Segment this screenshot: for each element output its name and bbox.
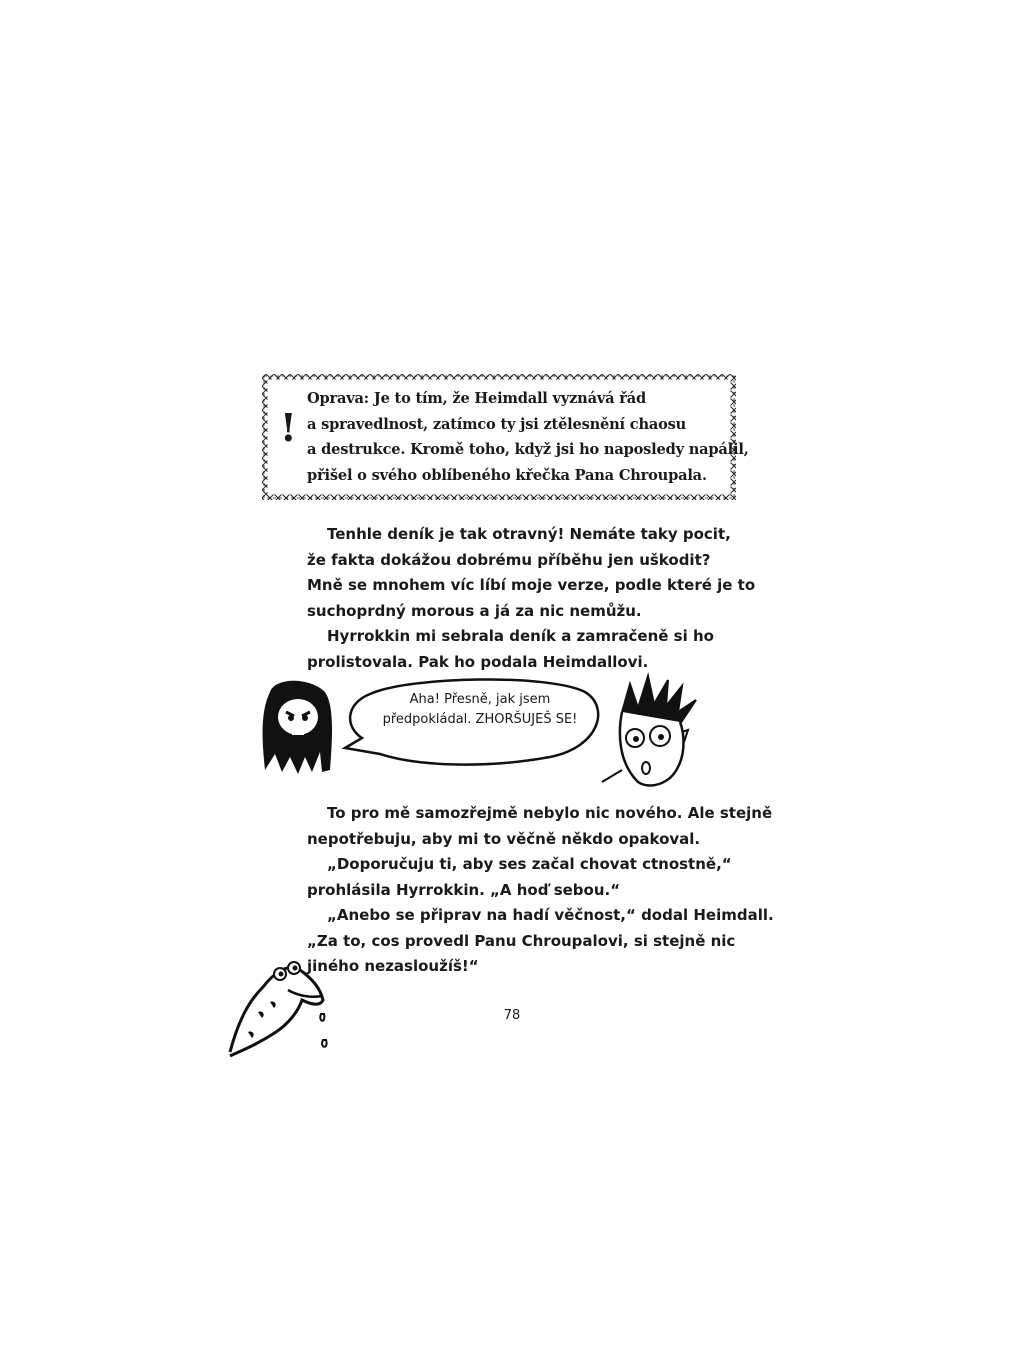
heimdall-drawing bbox=[602, 676, 696, 786]
page-number: 78 bbox=[503, 1008, 521, 1023]
text-line: nepotřebuju, aby mi to věčně někdo opakoval. bbox=[307, 829, 701, 848]
text-line: suchoprdný morous a já za nic nemůžu. bbox=[307, 601, 642, 620]
text-line: „Doporučuju ti, aby ses začal chovat ctnostně,“ bbox=[327, 855, 732, 873]
text-line: Tenhle deník je tak otravný! Nemáte taky pocit, bbox=[327, 525, 731, 543]
text-line: „Za to, cos provedl Panu Chroupalovi, si stejně nic bbox=[307, 931, 736, 950]
text-line: Mně se mnohem víc líbí moje verze, podle které je to bbox=[307, 576, 756, 594]
note-line: a spravedlnost, zatímco ty jsi ztělesnění chaosu bbox=[307, 415, 687, 433]
speech-line: předpokládal. ZHORŠUJEŠ SE! bbox=[382, 712, 578, 727]
note-line: Oprava: Je to tím, že Heimdall vyznává řád bbox=[307, 390, 646, 407]
snake-drawing bbox=[228, 952, 338, 1062]
text-line: prohlásila Hyrrokkin. „A hoď sebou.“ bbox=[307, 880, 621, 899]
speech-bubble-text bbox=[360, 690, 600, 730]
story-paragraph-1 bbox=[307, 522, 756, 675]
text-line: že fakta dokážou dobrému příběhu jen uškodit? bbox=[307, 550, 711, 569]
text-line: „Anebo se připrav na hadí věčnost,“ dodal Heimdall. bbox=[327, 906, 774, 924]
text-line: To pro mě samozřejmě nebylo nic nového. Ale stejně bbox=[327, 804, 773, 822]
speech-line: Aha! Přesně, jak jsem bbox=[409, 692, 551, 707]
note-line: přišel o svého oblíbeného křečka Pana Chroupala. bbox=[307, 466, 707, 484]
hyrrokkin-drawing bbox=[263, 681, 332, 774]
note-line: a destrukce. Kromě toho, když jsi ho naposledy napálil, bbox=[307, 441, 749, 458]
exclamation-mark: ! bbox=[280, 405, 297, 450]
text-line: prolistovala. Pak ho podala Heimdallovi. bbox=[307, 652, 649, 671]
correction-note-text bbox=[307, 386, 749, 488]
text-line: jiného nezasloužíš!“ bbox=[307, 957, 479, 975]
story-paragraph-2 bbox=[307, 801, 774, 980]
text-line: Hyrrokkin mi sebrala deník a zamračeně si ho bbox=[327, 627, 714, 645]
